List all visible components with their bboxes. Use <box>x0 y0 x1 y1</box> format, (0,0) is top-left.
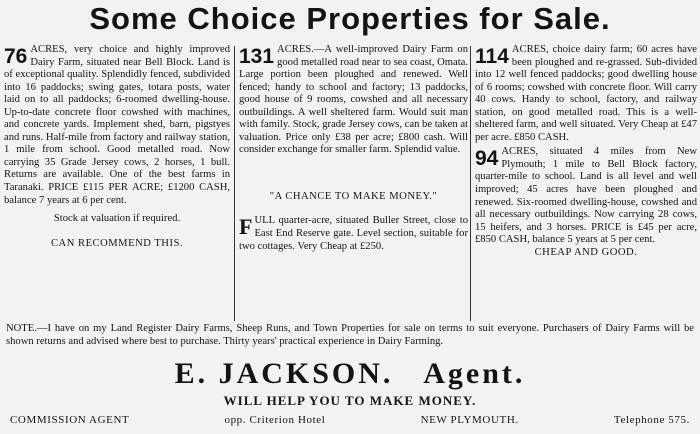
listing-description: ULL quarter-acre, situated Buller Street, close to East End Reserve gate. Level section, suitable for two cottages. Very Cheap at £250. <box>239 215 468 252</box>
stock-note: Stock at valuation if required. <box>53 213 181 225</box>
listing-76-acres <box>4 44 230 207</box>
agent-tagline: WILL HELP YOU TO MAKE MONEY. <box>223 393 477 408</box>
closing-note: CHEAP AND GOOD. <box>534 246 638 258</box>
column-divider <box>470 46 471 321</box>
agent-address: opp. Criterion Hotel <box>224 414 326 426</box>
listing-number: 94 <box>475 147 499 171</box>
agent-footer <box>10 414 690 426</box>
listing-quarter-acre <box>239 215 468 253</box>
section-heading: "A CHANCE TO MAKE MONEY." <box>269 190 438 202</box>
listing-number: 131 <box>239 45 275 68</box>
ad-title: Some Choice Properties for Sale. <box>89 1 611 36</box>
listing-description: ACRES, choice dairy farm; 60 acres have been ploughed and re-grassed. Sub-divided into 12 well fenced paddocks; good dwelling house of 6 rooms; cowshed with concrete floor. Will carry 40 cows. Handy to school, factory, and railway station, on good metalled road. This is a well-sheltered farm, and well situated. Very Cheap at £47 per acre. £850 CASH. <box>475 44 697 143</box>
listing-description: ACRES.—A well-improved Dairy Farm on good metalled road near to sea coast, Omata. Large portion been ploughed and renewed. Well fenced; handy to school and factory; 13 paddocks, good house of 9 rooms, cowshed and all necessary outbuildings. A well sheltered farm. Would suit man with family. Stock, grade Jersey cows, can be taken at valuation. Price only £38 per acre; £800 cash. Will consider exchange for smaller farm. Splendid value. <box>239 44 468 156</box>
listing-number: 114 <box>475 45 509 68</box>
listing-114-acres <box>475 44 697 144</box>
listing-94-acres <box>475 146 697 246</box>
agent-role: COMMISSION AGENT <box>10 414 130 426</box>
listing-description: ACRES, situated 4 miles from New Plymouth; 1 mile to Bell Block factory, quarter-mile to school. Land is all level and well improved; 45 acres have been ploughed and renewed. Six-roomed dwelling-house, cowshed and all necessary outbuildings. Now carrying 28 cows, 15 heifers, and 3 horses. PRICE is £45 per acre, £850 CASH, balance 5 years at 5 per cent. <box>475 146 697 246</box>
listing-column-2 <box>239 44 468 253</box>
listing-131-acres <box>239 44 468 157</box>
listing-description: ACRES, very choice and highly improved Dairy Farm, situated near Bell Block. Land is of exceptional quality. Splendidly fenced, subdivided into 16 paddocks; swing gates, totara posts, water laid on to all paddocks; 6-roomed dwelling-house. Up-to-date concrete floor cowshed with machines, and concrete yards. Implement shed, barn, pigstyes and runs. Half-mile from factory and railway station, 1 mile from school. Good metalled road. Now carrying 35 Grade Jersey cows, 2 horses, 1 bull. Returns are available. One of the best farms in Taranaki. PRICE £115 PER ACRE; £1200 CASH, balance 7 years at 6 per cent. <box>4 44 230 206</box>
drop-capital: F <box>239 214 253 240</box>
agent-town: NEW PLYMOUTH. <box>420 414 519 426</box>
agent-name: E. JACKSON. Agent. <box>174 357 526 390</box>
agent-phone: Telephone 575. <box>613 414 690 426</box>
listing-column-1 <box>4 44 230 250</box>
listing-column-3 <box>475 44 697 259</box>
agency-note: NOTE.—I have on my Land Register Dairy Farms, Sheep Runs, and Town Properties for sale on terms to suit everyone. Purchasers of Dairy Farms will be shown returns and advised where best to purchase. Thirty years' practical experience in Dairy Farming. <box>6 323 694 347</box>
recommend-note: CAN RECOMMEND THIS. <box>50 237 184 249</box>
column-divider <box>234 46 235 321</box>
listing-number: 76 <box>4 45 28 68</box>
